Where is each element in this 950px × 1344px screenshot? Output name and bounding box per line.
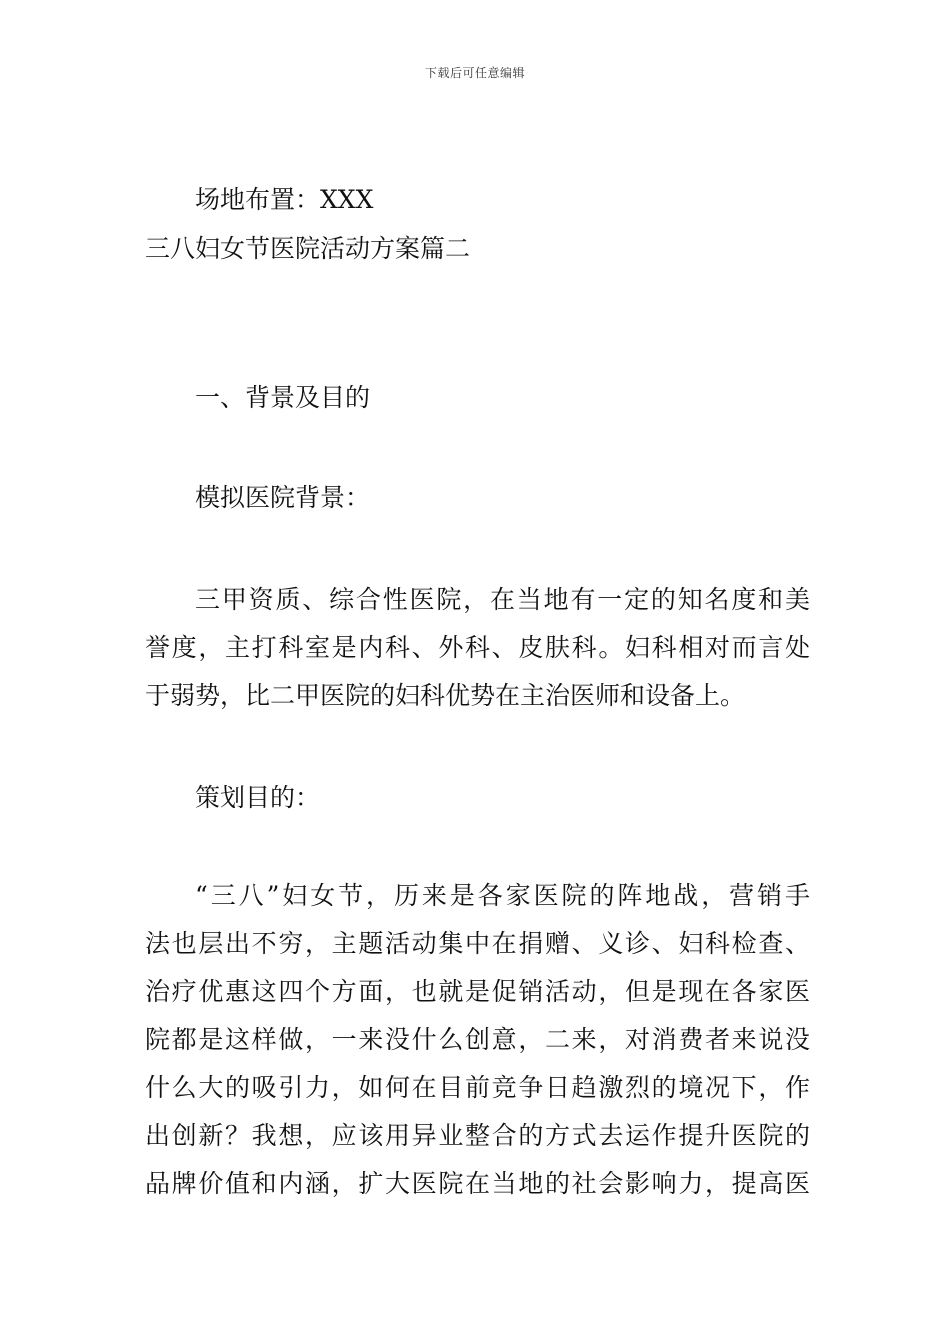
paragraph-line: 品牌价值和内涵，扩大医院在当地的社会影响力，提高医 [145, 1169, 810, 1198]
paragraph-line: 院都是这样做，一来没什么创意，二来，对消费者来说没 [145, 1025, 810, 1054]
paragraph-line: 于弱势，比二甲医院的妇科优势在主治医师和设备上。 [145, 681, 746, 710]
paragraph-line: 誉度，主打科室是内科、外科、皮肤科。妇科相对而言处 [145, 633, 810, 662]
page-header: 下载后可任意编辑 [424, 66, 525, 80]
paragraph-line: 治疗优惠这四个方面，也就是促销活动，但是现在各家医 [145, 977, 810, 1006]
paragraph-line: 法也层出不穷，主题活动集中在捐赠、义诊、妇科检查、 [145, 929, 810, 958]
subheading-hospital-background: 模拟医院背景： [195, 483, 371, 512]
paragraph-line: 三甲资质、综合性医院，在当地有一定的知名度和美 [195, 585, 810, 614]
paragraph-line: 什么大的吸引力，如何在目前竞争日趋激烈的境况下，作 [145, 1073, 810, 1102]
section-title: 三八妇女节医院活动方案篇二 [145, 234, 471, 263]
paragraph-line: “三八”妇女节，历来是各家医院的阵地战，营销手 [195, 881, 810, 910]
paragraph-line: 出创新？我想，应该用异业整合的方式去运作提升医院的 [145, 1121, 810, 1150]
venue-line: 场地布置：XXX [195, 185, 374, 214]
paragraph-planning-purpose [145, 872, 810, 1208]
heading-background-purpose: 一、背景及目的 [195, 383, 371, 412]
paragraph-hospital-background [145, 576, 810, 720]
subheading-planning-purpose: 策划目的： [195, 783, 321, 812]
